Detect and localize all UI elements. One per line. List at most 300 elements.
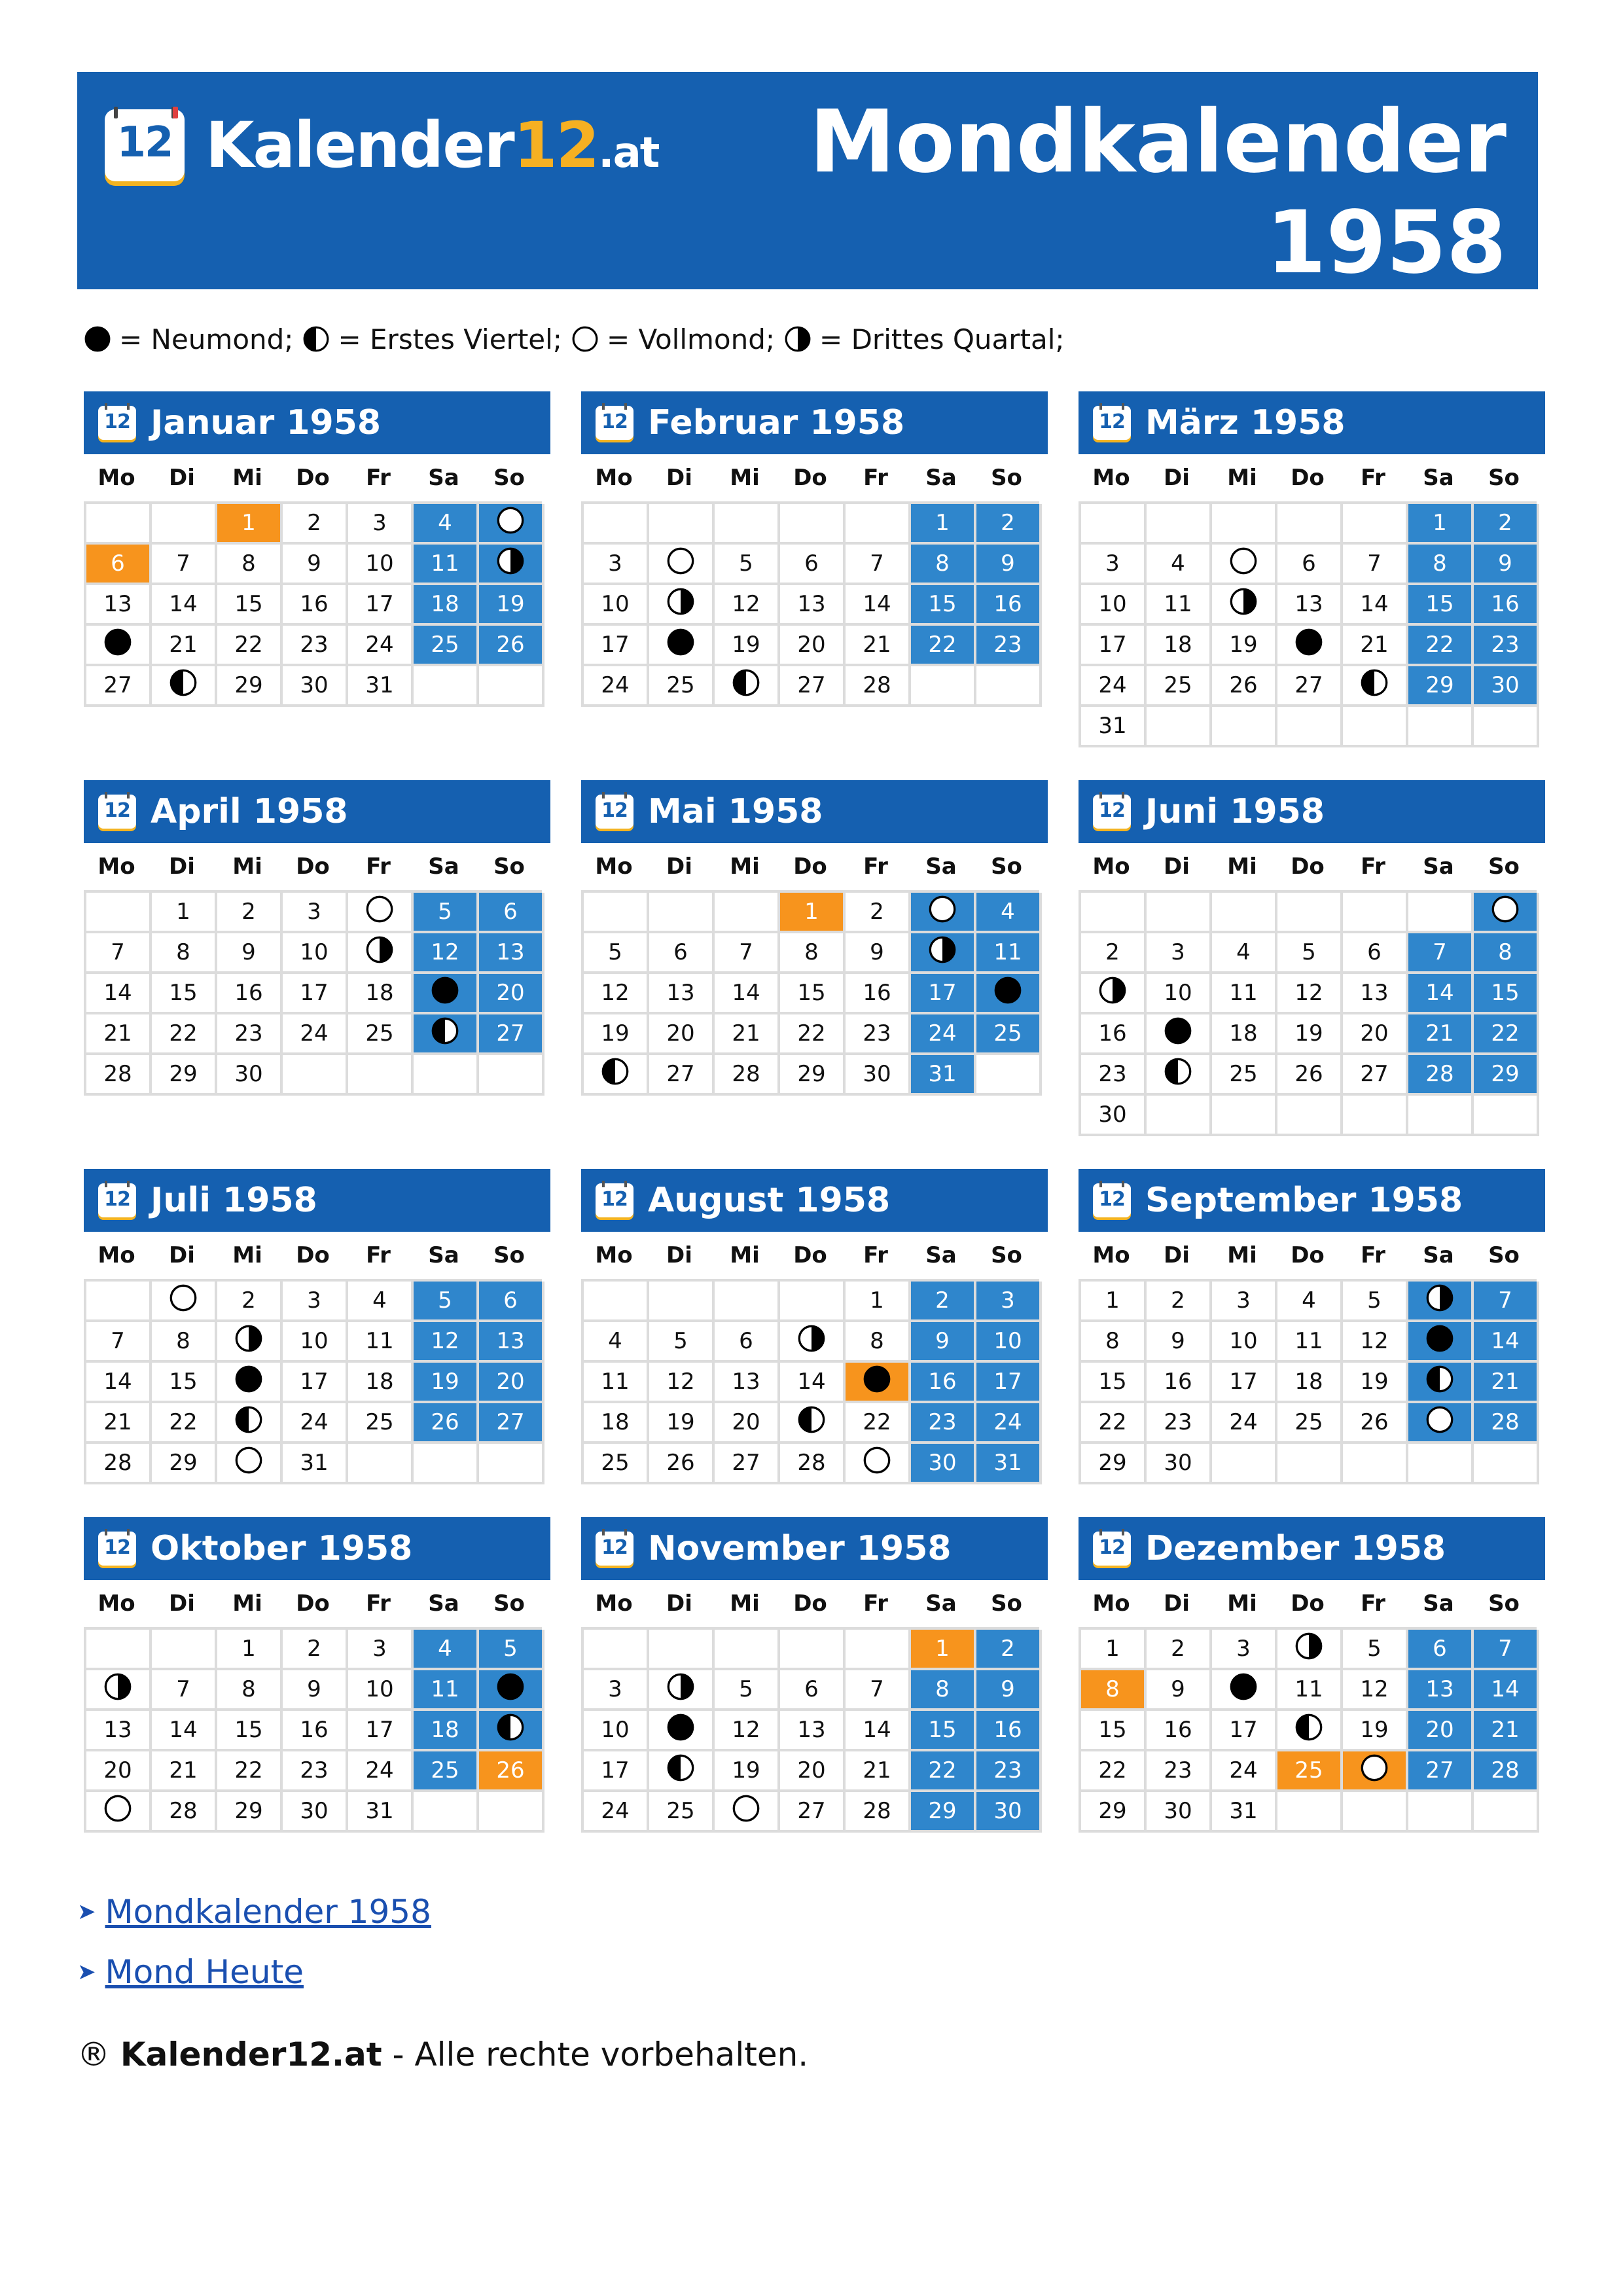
empty-day-cell	[1343, 893, 1408, 933]
day-cell: 25	[584, 1444, 649, 1484]
day-cell: 19	[649, 1403, 715, 1444]
month-calendar	[1079, 1517, 1545, 1833]
day-cell: 3	[976, 1282, 1042, 1322]
day-cell: 21	[1343, 626, 1408, 666]
day-cell: 21	[715, 1014, 780, 1055]
weekday-label: Mo	[1092, 1590, 1130, 1617]
moon-last-icon	[1294, 1632, 1323, 1666]
weekday-label: Sa	[925, 1242, 957, 1268]
day-cell-moon-new	[649, 626, 715, 666]
weekday-label: Sa	[428, 1590, 459, 1617]
weekday-label: Sa	[1423, 1242, 1454, 1268]
day-cell-moon-new	[479, 1670, 544, 1711]
moon-first-icon	[302, 325, 330, 353]
empty-day-cell	[86, 1630, 152, 1670]
day-cell: 26	[479, 626, 544, 666]
day-cell: 29	[1081, 1444, 1147, 1484]
arrow-right-icon: ➤	[77, 1899, 96, 1925]
day-cell: 13	[479, 1322, 544, 1363]
day-cell: 12	[584, 974, 649, 1014]
day-cell-moon-full	[152, 1282, 217, 1322]
empty-day-cell	[1147, 707, 1212, 747]
weekday-label: Fr	[366, 1242, 391, 1268]
weekday-label: Fr	[1361, 1242, 1385, 1268]
day-cell: 13	[86, 585, 152, 626]
weekday-label: So	[991, 465, 1022, 491]
logo-icon-number: 12	[116, 118, 173, 167]
month-title: September 1958	[1145, 1181, 1463, 1220]
month-calendar	[581, 1169, 1048, 1484]
day-cell: 6	[649, 933, 715, 974]
empty-day-cell	[479, 1055, 544, 1096]
day-grid	[581, 890, 1039, 1096]
moon-last-icon	[797, 1324, 826, 1359]
weekday-label: Mi	[730, 1590, 760, 1617]
empty-day-cell	[584, 1630, 649, 1670]
month-calendar	[84, 1517, 550, 1833]
empty-day-cell	[1277, 893, 1343, 933]
month-calendar	[1079, 391, 1545, 747]
day-cell-moon-last	[780, 1322, 846, 1363]
day-cell: 24	[283, 1403, 348, 1444]
day-cell: 30	[976, 1792, 1042, 1833]
weekday-label: Mo	[595, 1242, 633, 1268]
empty-day-cell	[715, 1282, 780, 1322]
day-cell-moon-full	[715, 1792, 780, 1833]
day-cell: 23	[283, 1751, 348, 1792]
moon-new-icon	[431, 976, 459, 1011]
month-title: Mai 1958	[648, 792, 823, 831]
month-header	[581, 780, 1048, 843]
calendar-icon	[98, 795, 136, 829]
day-cell: 11	[1212, 974, 1277, 1014]
empty-day-cell	[1147, 504, 1212, 545]
day-cell: 24	[348, 626, 414, 666]
moon-first-icon	[234, 1405, 263, 1440]
day-cell-moon-last	[479, 545, 544, 585]
day-cell: 15	[1081, 1363, 1147, 1403]
day-cell: 23	[1081, 1055, 1147, 1096]
legend-item-first	[302, 323, 562, 355]
weekday-label: Mo	[98, 853, 135, 880]
day-cell: 16	[846, 974, 911, 1014]
moon-first-icon	[732, 668, 760, 703]
weekday-header-row	[1079, 1232, 1537, 1279]
day-cell-moon-first	[479, 1711, 544, 1751]
day-cell: 17	[1212, 1363, 1277, 1403]
day-cell: 19	[479, 585, 544, 626]
day-cell: 8	[1474, 933, 1539, 974]
day-cell: 5	[414, 1282, 479, 1322]
day-cell: 16	[283, 1711, 348, 1751]
day-cell: 25	[976, 1014, 1042, 1055]
month-header	[1079, 391, 1545, 454]
day-grid	[581, 501, 1039, 707]
day-cell: 11	[414, 1670, 479, 1711]
empty-day-cell	[1474, 707, 1539, 747]
empty-day-cell	[152, 1630, 217, 1670]
moon-last-icon	[234, 1324, 263, 1359]
day-cell: 2	[1147, 1630, 1212, 1670]
legend-label: = Drittes Quartal;	[819, 323, 1065, 355]
weekday-label: Di	[1164, 1590, 1190, 1617]
day-cell: 8	[152, 1322, 217, 1363]
empty-day-cell	[715, 1630, 780, 1670]
calendar-icon	[596, 406, 633, 440]
moon-full-icon	[169, 1283, 198, 1318]
day-cell: 27	[1277, 666, 1343, 707]
moon-new-icon	[993, 976, 1022, 1011]
empty-day-cell	[1343, 1444, 1408, 1484]
day-cell: 19	[584, 1014, 649, 1055]
empty-day-cell	[846, 1630, 911, 1670]
day-grid	[84, 890, 542, 1096]
calendar-icon-number: 12	[601, 1188, 628, 1211]
month-calendar	[1079, 1169, 1545, 1484]
day-cell: 21	[86, 1014, 152, 1055]
footer-links	[77, 1882, 431, 2002]
empty-day-cell	[1277, 504, 1343, 545]
empty-day-cell	[780, 1282, 846, 1322]
day-cell: 5	[1343, 1630, 1408, 1670]
day-cell: 11	[1147, 585, 1212, 626]
day-cell: 31	[1212, 1792, 1277, 1833]
day-cell: 9	[976, 1670, 1042, 1711]
day-cell: 17	[1081, 626, 1147, 666]
day-cell: 11	[976, 933, 1042, 974]
day-cell: 26	[1343, 1403, 1408, 1444]
copyright-brand: Kalender12.at	[120, 2036, 382, 2073]
calendar-icon-number: 12	[1099, 1188, 1125, 1211]
day-cell: 3	[584, 1670, 649, 1711]
moon-full-icon	[365, 895, 394, 929]
day-cell: 20	[1408, 1711, 1474, 1751]
calendar-icon-number: 12	[601, 410, 628, 433]
day-cell: 7	[715, 933, 780, 974]
weekday-label: Fr	[366, 465, 391, 491]
moon-first-icon	[601, 1057, 630, 1092]
day-cell: 22	[911, 626, 976, 666]
day-cell: 8	[911, 1670, 976, 1711]
legend-label: = Vollmond;	[606, 323, 776, 355]
calendar-icon	[98, 1532, 136, 1566]
month-calendar	[84, 780, 550, 1096]
weekday-header-row	[581, 843, 1039, 890]
empty-day-cell	[1343, 1792, 1408, 1833]
day-cell: 10	[1081, 585, 1147, 626]
day-cell: 6	[1277, 545, 1343, 585]
day-cell: 20	[1343, 1014, 1408, 1055]
day-cell: 28	[780, 1444, 846, 1484]
day-cell: 14	[1474, 1322, 1539, 1363]
day-grid	[84, 1279, 542, 1484]
day-cell: 15	[152, 974, 217, 1014]
logo-tld: .at	[598, 129, 659, 177]
footer-link-row	[77, 1882, 431, 1942]
day-cell: 30	[911, 1444, 976, 1484]
link-mondkalender[interactable]: Mondkalender 1958	[105, 1893, 431, 1931]
day-cell: 17	[584, 1751, 649, 1792]
day-cell: 23	[283, 626, 348, 666]
moon-full-icon	[928, 895, 957, 929]
day-cell-moon-last	[1212, 585, 1277, 626]
day-cell: 29	[911, 1792, 976, 1833]
day-cell: 22	[911, 1751, 976, 1792]
day-cell: 4	[1212, 933, 1277, 974]
day-cell: 14	[1343, 585, 1408, 626]
day-cell: 18	[348, 1363, 414, 1403]
day-cell: 26	[414, 1403, 479, 1444]
day-cell: 17	[584, 626, 649, 666]
day-cell: 11	[1277, 1670, 1343, 1711]
day-cell-moon-full	[348, 893, 414, 933]
day-cell: 4	[1147, 545, 1212, 585]
day-cell: 22	[217, 1751, 283, 1792]
day-cell: 25	[649, 1792, 715, 1833]
day-cell: 24	[1212, 1403, 1277, 1444]
day-cell-moon-full	[1408, 1403, 1474, 1444]
weekday-label: Di	[169, 853, 195, 880]
day-cell: 22	[152, 1403, 217, 1444]
day-cell: 5	[715, 545, 780, 585]
day-cell: 2	[283, 504, 348, 545]
weekday-label: So	[493, 853, 525, 880]
page-header	[77, 72, 1538, 293]
day-cell: 2	[1474, 504, 1539, 545]
day-cell: 30	[1474, 666, 1539, 707]
empty-day-cell	[414, 1444, 479, 1484]
day-cell: 23	[976, 626, 1042, 666]
day-cell: 26	[479, 1751, 544, 1792]
weekday-label: Do	[793, 853, 827, 880]
day-cell-moon-last	[649, 1670, 715, 1711]
day-cell: 31	[911, 1055, 976, 1096]
weekday-label: Mo	[98, 1590, 135, 1617]
weekday-label: Mo	[1092, 465, 1130, 491]
calendar-icon	[596, 1183, 633, 1217]
copyright-symbol: ®	[77, 2036, 110, 2073]
day-cell: 9	[1147, 1670, 1212, 1711]
month-header	[1079, 1517, 1545, 1580]
month-title: Dezember 1958	[1145, 1529, 1446, 1568]
day-cell: 6	[479, 893, 544, 933]
day-cell-moon-new	[1212, 1670, 1277, 1711]
day-cell: 19	[715, 1751, 780, 1792]
weekday-label: Sa	[1423, 853, 1454, 880]
logo-wordmark	[205, 109, 658, 182]
legend-label: = Erstes Viertel;	[338, 323, 562, 355]
weekday-label: So	[1488, 465, 1520, 491]
calendar-logo-icon	[105, 109, 185, 181]
empty-day-cell	[1474, 1444, 1539, 1484]
weekday-label: Di	[666, 465, 692, 491]
day-cell: 17	[283, 1363, 348, 1403]
weekday-label: Sa	[925, 1590, 957, 1617]
weekday-header-row	[581, 1232, 1039, 1279]
empty-day-cell	[715, 893, 780, 933]
weekday-label: Do	[1291, 853, 1325, 880]
day-cell: 6	[715, 1322, 780, 1363]
day-cell-moon-full	[217, 1444, 283, 1484]
day-cell: 15	[780, 974, 846, 1014]
empty-day-cell	[283, 1055, 348, 1096]
empty-day-cell	[1212, 504, 1277, 545]
day-cell: 22	[1081, 1403, 1147, 1444]
day-cell: 1	[1408, 504, 1474, 545]
day-cell: 25	[414, 1751, 479, 1792]
month-title: Juli 1958	[151, 1181, 317, 1220]
day-cell: 3	[1147, 933, 1212, 974]
moon-new-icon	[666, 628, 695, 662]
weekday-label: Fr	[863, 1590, 888, 1617]
weekday-label: Do	[296, 465, 330, 491]
moon-new-icon	[863, 1365, 891, 1399]
day-cell: 20	[479, 1363, 544, 1403]
day-cell: 29	[217, 1792, 283, 1833]
legend-item-full	[571, 323, 775, 355]
day-cell: 27	[479, 1403, 544, 1444]
weekday-label: Mi	[232, 853, 262, 880]
link-mond-heute[interactable]: Mond Heute	[105, 1953, 304, 1991]
day-cell: 16	[976, 585, 1042, 626]
day-cell: 4	[414, 1630, 479, 1670]
day-cell: 14	[1474, 1670, 1539, 1711]
calendar-icon-number: 12	[104, 799, 130, 822]
day-cell: 17	[911, 974, 976, 1014]
day-cell: 13	[649, 974, 715, 1014]
moon-full-icon	[234, 1446, 263, 1480]
day-cell: 17	[348, 585, 414, 626]
day-cell: 29	[780, 1055, 846, 1096]
weekday-label: Di	[666, 1242, 692, 1268]
weekday-label: Fr	[863, 465, 888, 491]
weekday-label: Di	[666, 1590, 692, 1617]
day-cell: 13	[715, 1363, 780, 1403]
empty-day-cell	[780, 504, 846, 545]
day-cell: 5	[584, 933, 649, 974]
day-cell: 10	[1212, 1322, 1277, 1363]
moon-new-icon	[496, 1672, 525, 1707]
moon-full-icon	[1425, 1405, 1454, 1440]
day-cell: 13	[780, 1711, 846, 1751]
day-cell: 21	[846, 1751, 911, 1792]
day-cell: 13	[1277, 585, 1343, 626]
day-cell: 24	[911, 1014, 976, 1055]
day-cell-moon-full	[1212, 545, 1277, 585]
day-cell: 11	[1277, 1322, 1343, 1363]
weekday-label: Mi	[1227, 1590, 1257, 1617]
moon-first-icon	[1164, 1057, 1192, 1092]
empty-day-cell	[348, 1444, 414, 1484]
empty-day-cell	[1277, 1096, 1343, 1136]
day-cell: 8	[1081, 1322, 1147, 1363]
day-cell: 7	[86, 1322, 152, 1363]
day-cell: 3	[1212, 1282, 1277, 1322]
calendar-icon-number: 12	[601, 1536, 628, 1559]
day-cell: 23	[217, 1014, 283, 1055]
day-cell: 18	[584, 1403, 649, 1444]
day-cell: 27	[1408, 1751, 1474, 1792]
empty-day-cell	[479, 1792, 544, 1833]
day-cell: 14	[152, 1711, 217, 1751]
day-cell-moon-new	[217, 1363, 283, 1403]
weekday-label: Do	[1291, 1590, 1325, 1617]
day-cell: 14	[715, 974, 780, 1014]
day-cell-moon-last	[1408, 1282, 1474, 1322]
day-cell: 25	[1147, 666, 1212, 707]
weekday-label: Fr	[1361, 1590, 1385, 1617]
site-logo[interactable]	[105, 106, 658, 185]
day-cell: 15	[217, 1711, 283, 1751]
day-cell: 5	[1343, 1282, 1408, 1322]
day-cell: 2	[976, 504, 1042, 545]
day-cell: 16	[911, 1363, 976, 1403]
day-cell: 30	[1081, 1096, 1147, 1136]
day-cell: 26	[1277, 1055, 1343, 1096]
day-cell: 20	[780, 626, 846, 666]
day-cell: 19	[715, 626, 780, 666]
day-cell: 5	[479, 1630, 544, 1670]
day-cell: 24	[283, 1014, 348, 1055]
day-cell: 16	[976, 1711, 1042, 1751]
empty-day-cell	[1408, 1792, 1474, 1833]
day-cell: 9	[846, 933, 911, 974]
day-cell: 12	[715, 585, 780, 626]
moon-first-icon	[431, 1016, 459, 1051]
moon-first-icon	[1294, 1713, 1323, 1748]
month-header	[581, 1517, 1048, 1580]
day-cell-moon-last	[1081, 974, 1147, 1014]
moon-last-icon	[666, 587, 695, 622]
day-cell: 4	[976, 893, 1042, 933]
day-cell: 2	[283, 1630, 348, 1670]
weekday-label: So	[991, 1590, 1022, 1617]
weekday-label: Mi	[730, 853, 760, 880]
day-cell-moon-new	[1277, 626, 1343, 666]
moon-full-icon	[1229, 547, 1258, 581]
weekday-label: Mi	[730, 1242, 760, 1268]
day-cell: 7	[1343, 545, 1408, 585]
day-cell: 20	[715, 1403, 780, 1444]
day-cell: 1	[217, 1630, 283, 1670]
weekday-header-row	[84, 454, 542, 501]
day-cell: 10	[348, 545, 414, 585]
day-cell-moon-last	[911, 933, 976, 974]
day-cell-moon-first	[715, 666, 780, 707]
weekday-label: Mi	[1227, 853, 1257, 880]
day-cell: 10	[976, 1322, 1042, 1363]
calendar-icon-number: 12	[1099, 799, 1125, 822]
empty-day-cell	[1081, 504, 1147, 545]
day-cell: 28	[846, 1792, 911, 1833]
day-cell: 15	[1408, 585, 1474, 626]
day-cell: 6	[1343, 933, 1408, 974]
moon-last-icon	[1229, 587, 1258, 622]
day-cell: 5	[414, 893, 479, 933]
calendar-icon	[596, 795, 633, 829]
day-cell: 17	[348, 1711, 414, 1751]
day-cell: 10	[283, 933, 348, 974]
weekday-header-row	[1079, 843, 1537, 890]
day-cell-moon-first	[414, 1014, 479, 1055]
empty-day-cell	[1212, 1444, 1277, 1484]
empty-day-cell	[152, 504, 217, 545]
empty-day-cell	[584, 1282, 649, 1322]
day-cell: 16	[1474, 585, 1539, 626]
day-cell: 29	[152, 1444, 217, 1484]
moon-new-icon	[1164, 1016, 1192, 1051]
footer-link-row	[77, 1942, 431, 2002]
